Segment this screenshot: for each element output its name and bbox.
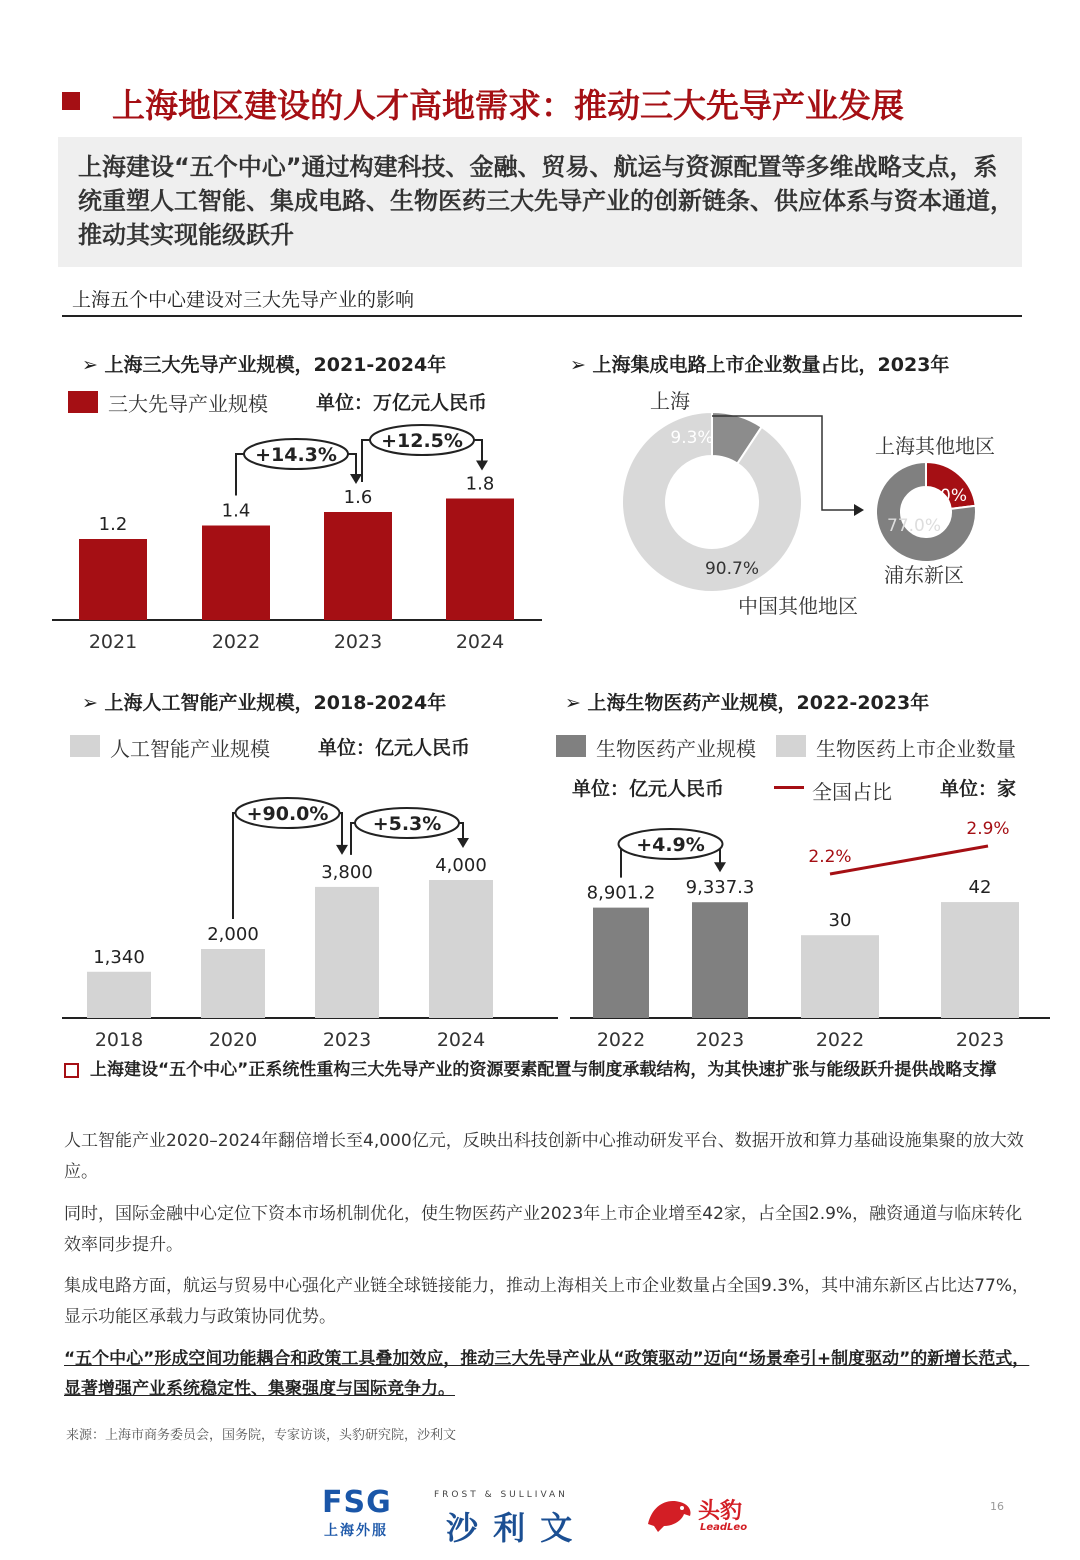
chart1-legend-swatch (68, 391, 98, 413)
chart2-label-other: 中国其他地区 (738, 594, 858, 618)
chart1-plot (40, 420, 560, 665)
chart4-share-label: 2.2% (808, 847, 852, 867)
chart2-title-text: 上海集成电路上市企业数量占比，2023年 (592, 354, 950, 376)
chart3-legend-label: 人工智能产业规模 (110, 737, 270, 761)
page-title: 上海地区建设的人才高地需求：推动三大先导产业发展 (112, 86, 904, 125)
summary-paragraph-2: 同时，国际金融中心定位下资本市场机制优化，使生物医药产业2023年上市企业增至42家，占全国2.9%，融资通道与临床转化效率同步提升。 (64, 1204, 1023, 1255)
chart3-tick-label: 2018 (94, 1029, 144, 1051)
chart2-value-sh-other: 23.0% (912, 486, 968, 506)
chart1-bar (79, 539, 147, 620)
chart4-count-bar (801, 935, 879, 1018)
leopard-icon (644, 1494, 694, 1534)
chart3-legend-swatch (70, 735, 100, 757)
chart1-data-label: 1.8 (465, 473, 495, 495)
chart1-data-label: 1.2 (98, 514, 128, 535)
fsg-name: 上海外服 (324, 1523, 388, 1539)
section-divider (62, 315, 1022, 317)
chart1-data-label: 1.4 (221, 500, 251, 522)
chart2-value-shanghai: 9.3% (670, 428, 714, 448)
leadleo-cn: 头豹 (698, 1499, 743, 1524)
chart4-count-tick: 2023 (955, 1029, 1005, 1051)
chart4-legend-count-label: 生物医药上市企业数量 (816, 737, 1016, 761)
chart4-count-label: 30 (828, 910, 852, 932)
chart4-title (565, 688, 929, 715)
chart3-g2-bracket-arrowhead (457, 838, 469, 848)
chart4-line-legend-label: 全国占比 (812, 780, 892, 804)
chart1-unit: 单位：万亿元人民币 (316, 392, 488, 414)
chart3-title-text: 上海人工智能产业规模，2018-2024年 (104, 692, 447, 714)
chart3-tick-label: 2020 (208, 1029, 258, 1051)
chart1-bar (324, 512, 392, 620)
chart3-bar (201, 949, 265, 1018)
chart1-g1-growth-label: +14.3% (255, 444, 337, 466)
chart2-plot (560, 380, 1060, 630)
frost-sullivan-en: FROST & SULLIVAN (434, 1490, 568, 1500)
chart2-label-sh-other: 上海其他地区 (875, 434, 995, 458)
chart2-connector-arrowhead (854, 504, 864, 516)
chart3-bar (429, 880, 493, 1018)
chart3-bar (315, 887, 379, 1018)
chart1-title (82, 350, 446, 377)
chart3-g1-growth-label: +90.0% (246, 803, 329, 825)
chart4-size-tick: 2022 (596, 1029, 646, 1051)
chart4-share-line (830, 846, 988, 874)
frost-sullivan-cn: 沙 利 文 (446, 1509, 575, 1547)
chart4-g1-bracket-arrowhead (714, 862, 726, 872)
source-note: 来源：上海市商务委员会，国务院，专家访谈，头豹研究院，沙利文 (66, 1428, 457, 1443)
chart4-size-bar (692, 902, 748, 1018)
section-title: 上海五个中心建设对三大先导产业的影响 (72, 289, 415, 311)
chart4-count-tick: 2022 (815, 1029, 865, 1051)
chart3-title (82, 688, 446, 715)
chart3-unit: 单位：亿元人民币 (318, 737, 471, 759)
chart4-legend-swatch-size (556, 735, 586, 757)
chart4-legend-size-label: 生物医药产业规模 (596, 737, 756, 761)
chart3-data-label: 4,000 (435, 855, 487, 876)
chart4-line-legend-swatch (774, 786, 804, 789)
chart4-title-text: 上海生物医药产业规模，2022-2023年 (587, 692, 930, 714)
chart1-g2-growth-label: +12.5% (381, 430, 463, 452)
arrow-bullet-icon: ➢ (565, 692, 588, 714)
chart4-share-label: 2.9% (966, 819, 1010, 839)
arrow-bullet-icon: ➢ (82, 354, 105, 376)
chart1-bar (446, 499, 514, 621)
title-marker (62, 92, 80, 110)
chart4-legend-swatch-count (776, 735, 806, 757)
chart3-data-label: 1,340 (93, 946, 145, 968)
chart3-data-label: 3,800 (321, 861, 373, 883)
leadleo-en: LeadLeo (700, 1522, 748, 1533)
chart1-bar (202, 526, 270, 621)
chart2-label-pudong: 浦东新区 (884, 563, 964, 587)
arrow-bullet-icon: ➢ (570, 354, 593, 376)
chart4-size-label: 9,337.3 (685, 877, 755, 899)
chart4-g1-growth-label: +4.9% (636, 834, 705, 856)
chart3-data-label: 2,000 (207, 924, 259, 945)
chart3-tick-label: 2023 (322, 1029, 372, 1051)
arrow-bullet-icon: ➢ (82, 692, 105, 714)
chart1-g2-bracket-arrowhead (476, 461, 488, 471)
summary-paragraph-3: 集成电路方面，航运与贸易中心强化产业链全球链接能力，推动上海相关上市企业数量占全国9.3%，其中浦东新区占比达77%，显示功能区承载力与政策协同优势。 (64, 1276, 1029, 1327)
chart3-g1-bracket-arrowhead (336, 845, 348, 855)
chart4-size-label: 8,901.2 (586, 882, 656, 904)
chart4-plot (560, 800, 1060, 1055)
summary-paragraph-1: 人工智能产业2020–2024年翻倍增长至4,000亿元，反映出科技创新中心推动研发平台、数据开放和算力基础设施集聚的放大效应。 (64, 1131, 1024, 1182)
chart1-title-text: 上海三大先导产业规模，2021-2024年 (104, 354, 447, 376)
chart3-bar (87, 972, 151, 1018)
chart1-data-label: 1.6 (343, 487, 373, 508)
chart1-tick-label: 2024 (455, 631, 505, 653)
chart4-unit-left: 单位：亿元人民币 (572, 778, 725, 800)
chart1-tick-label: 2023 (333, 631, 383, 653)
chart4-count-bar (941, 902, 1019, 1018)
chart1-tick-label: 2021 (88, 631, 138, 653)
chart2-title (570, 350, 949, 377)
chart2-label-shanghai: 上海 (650, 389, 690, 413)
chart4-count-label: 42 (968, 877, 992, 899)
page-number: 16 (990, 1500, 1004, 1513)
chart1-legend-label: 三大先导产业规模 (108, 392, 268, 416)
chart4-size-bar (593, 908, 649, 1018)
summary-headline: 上海建设“五个中心”正系统性重构三大先导产业的资源要素配置与制度承载结构，为其快速扩张与能级跃升提供战略支撑 (90, 1060, 997, 1080)
chart2-value-other: 90.7% (704, 559, 760, 579)
fsg-logo: FSG (322, 1485, 392, 1520)
chart3-tick-label: 2024 (436, 1029, 486, 1051)
chart2-value-pudong: 77.0% (886, 516, 942, 536)
chart1-g1-bracket-arrowhead (350, 474, 362, 484)
chart1-tick-label: 2022 (211, 631, 261, 653)
square-bullet-icon (64, 1063, 79, 1078)
chart4-size-tick: 2023 (695, 1029, 745, 1051)
chart3-g2-growth-label: +5.3% (372, 813, 442, 835)
chart4-unit-right: 单位：家 (940, 778, 1017, 800)
summary-conclusion: “五个中心”形成空间功能耦合和政策工具叠加效应，推动三大先导产业从“政策驱动”迈向“场景牵引+制度驱动”的新增长范式，显著增强产业系统稳定性、集聚强度与国际竞争力。 (64, 1349, 1030, 1399)
chart3-plot (40, 790, 560, 1055)
intro-text: 上海建设“五个中心”通过构建科技、金融、贸易、航运与资源配置等多维战略支点，系统重塑人工智能、集成电路、生物医药三大先导产业的创新链条、供应体系与资本通道，推动其实现能级跃升 (78, 153, 1014, 249)
